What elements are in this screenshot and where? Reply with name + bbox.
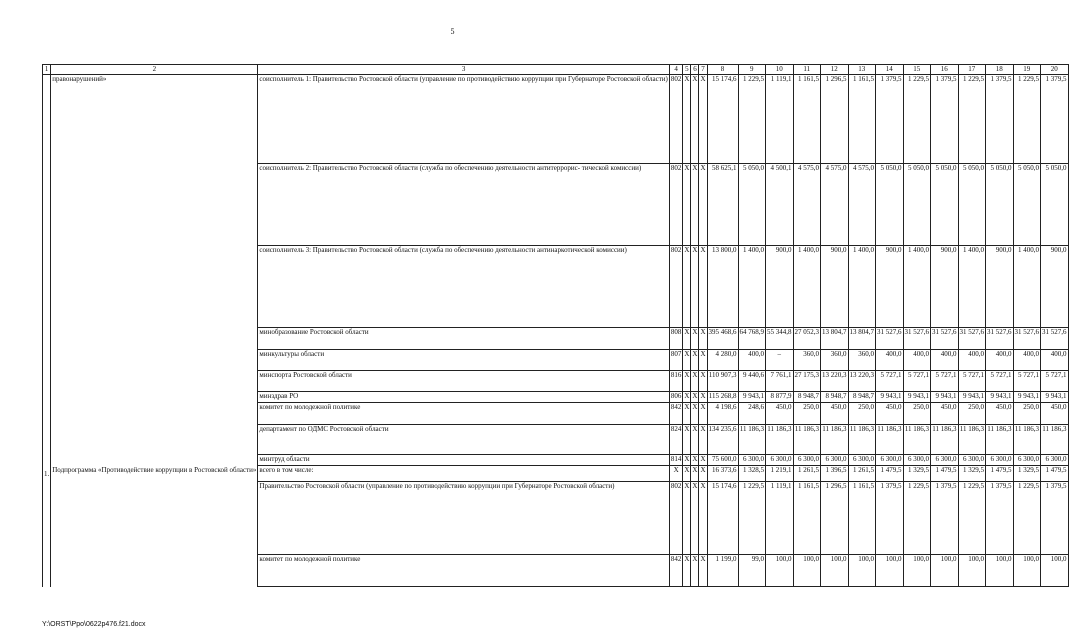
amount-cell: 6 300,0 [793,455,821,466]
row-number-cell [43,75,51,164]
amount-cell: 100,0 [958,555,986,587]
amount-cell: 1 329,5 [903,466,931,482]
row-number-cell [43,328,51,350]
amount-cell: 5 727,1 [1013,371,1041,392]
csr-cell: X [691,555,699,587]
amount-cell: 1 379,5 [986,482,1014,555]
page-number: 5 [450,27,455,36]
amount-cell: 5 727,1 [986,371,1014,392]
executor-cell: всего в том числе: [258,466,669,482]
column-header: 4 [669,65,683,75]
column-header: 2 [51,65,258,75]
table-row [43,466,1069,482]
grbs-code-cell: 802 [669,246,683,328]
executor-cell: минкультуры области [258,350,669,371]
amount-cell: 6 300,0 [1013,455,1041,466]
amount-cell: 1 229,5 [738,482,766,555]
rzpr-cell: X [683,75,691,164]
csr-cell: X [691,164,699,246]
amount-cell: 1 119,1 [766,75,794,164]
amount-cell: 11 186,3 [821,425,849,455]
amount-cell: 1 229,5 [1013,75,1041,164]
executor-cell: комитет по молодежной политике [258,555,669,587]
header-row [43,65,1069,75]
amount-cell: 11 186,3 [876,425,904,455]
column-header: 6 [691,65,699,75]
column-header: 7 [699,65,707,75]
rzpr-cell: X [683,482,691,555]
amount-cell: 11 186,3 [1013,425,1041,455]
amount-cell: 1 229,5 [903,75,931,164]
amount-cell: 1 400,0 [848,246,876,328]
column-header: 10 [766,65,794,75]
amount-cell: 15 174,6 [707,75,738,164]
amount-cell: 6 300,0 [766,455,794,466]
amount-cell: 1 161,5 [793,75,821,164]
vr-cell: X [699,75,707,164]
amount-cell: 4 575,0 [793,164,821,246]
amount-cell: 4 575,0 [821,164,849,246]
rzpr-cell: X [683,392,691,403]
table-row [43,425,1069,455]
amount-cell: 400,0 [1041,350,1069,371]
table-row [43,75,1069,164]
amount-cell: 31 527,6 [1013,328,1041,350]
amount-cell: 250,0 [793,403,821,425]
amount-cell: 250,0 [1013,403,1041,425]
column-header: 18 [986,65,1014,75]
amount-cell: 5 050,0 [986,164,1014,246]
amount-cell: 400,0 [931,350,959,371]
column-header: 17 [958,65,986,75]
amount-cell: 6 300,0 [958,455,986,466]
amount-cell: 110 907,3 [707,371,738,392]
amount-cell: 100,0 [876,555,904,587]
budget-table [42,64,1069,587]
amount-cell: 100,0 [903,555,931,587]
amount-cell: 8 877,9 [766,392,794,403]
amount-cell: 9 943,1 [903,392,931,403]
rzpr-cell: X [683,466,691,482]
amount-cell: 64 768,9 [738,328,766,350]
vr-cell: X [699,350,707,371]
csr-cell: X [691,403,699,425]
amount-cell: 900,0 [821,246,849,328]
rzpr-cell: X [683,403,691,425]
amount-cell: 1 119,1 [766,482,794,555]
amount-cell: 395 468,6 [707,328,738,350]
row-number-cell [43,350,51,371]
amount-cell: 13 220,3 [848,371,876,392]
amount-cell: 100,0 [766,555,794,587]
amount-cell: 250,0 [958,403,986,425]
amount-cell: 4 198,6 [707,403,738,425]
amount-cell: 5 727,1 [903,371,931,392]
table-row [43,371,1069,392]
program-cell [51,392,258,403]
program-cell [51,425,258,455]
amount-cell: 11 186,3 [793,425,821,455]
amount-cell: 400,0 [903,350,931,371]
amount-cell: 11 186,3 [931,425,959,455]
grbs-code-cell: 816 [669,371,683,392]
amount-cell: 360,0 [821,350,849,371]
amount-cell: 31 527,6 [903,328,931,350]
grbs-code-cell: 814 [669,455,683,466]
vr-cell: X [699,371,707,392]
amount-cell: 13 220,3 [821,371,849,392]
amount-cell: 6 300,0 [986,455,1014,466]
amount-cell: 5 050,0 [876,164,904,246]
row-number-cell [43,425,51,455]
amount-cell: 9 440,6 [738,371,766,392]
table-row [43,350,1069,371]
amount-cell: 13 800,0 [707,246,738,328]
row-number-cell [43,482,51,555]
program-cell [51,350,258,371]
program-cell [51,164,258,246]
vr-cell: X [699,246,707,328]
amount-cell: 4 575,0 [848,164,876,246]
amount-cell: 31 527,6 [1041,328,1069,350]
amount-cell: 100,0 [1013,555,1041,587]
rzpr-cell: X [683,350,691,371]
amount-cell: 11 186,3 [738,425,766,455]
amount-cell: 1 379,5 [876,482,904,555]
csr-cell: X [691,392,699,403]
amount-cell: 5 050,0 [931,164,959,246]
amount-cell: 400,0 [876,350,904,371]
grbs-code-cell: 842 [669,403,683,425]
column-header: 13 [848,65,876,75]
amount-cell: 4 500,1 [766,164,794,246]
amount-cell: 11 186,3 [1041,425,1069,455]
executor-cell: соисполнитель 3: Правительство Ростовской области (служба по обеспечению деятельности антинаркотической комиссии) [258,246,669,328]
executor-cell: департамент по ОДМС Ростовской области [258,425,669,455]
amount-cell: 1 296,5 [821,482,849,555]
grbs-code-cell: 802 [669,482,683,555]
amount-cell: 9 943,1 [958,392,986,403]
csr-cell: X [691,246,699,328]
vr-cell: X [699,392,707,403]
amount-cell: 1 379,5 [1041,75,1069,164]
vr-cell: X [699,455,707,466]
program-cell [51,328,258,350]
amount-cell: 4 280,0 [707,350,738,371]
grbs-code-cell: 806 [669,392,683,403]
amount-cell: 5 050,0 [1041,164,1069,246]
rzpr-cell: X [683,328,691,350]
executor-cell: минобразование Ростовской области [258,328,669,350]
amount-cell: 1 261,5 [848,466,876,482]
executor-cell: минтруд области [258,455,669,466]
amount-cell: 11 186,3 [958,425,986,455]
amount-cell: 11 186,3 [903,425,931,455]
column-header: 20 [1041,65,1069,75]
amount-cell: 1 296,5 [821,75,849,164]
amount-cell: 1 379,5 [931,482,959,555]
grbs-code-cell: 808 [669,328,683,350]
executor-cell: комитет по молодежной политике [258,403,669,425]
file-path-footer: Y:\ORST\Ppo\0622p476.f21.docx [42,621,146,628]
program-cell: правонарушений» [51,75,258,164]
amount-cell: 27 052,3 [793,328,821,350]
table-row [43,328,1069,350]
csr-cell: X [691,482,699,555]
rzpr-cell: X [683,425,691,455]
amount-cell: 8 948,7 [793,392,821,403]
amount-cell: 1 229,5 [738,75,766,164]
amount-cell: 5 050,0 [958,164,986,246]
amount-cell: 1 479,5 [931,466,959,482]
column-header: 3 [258,65,669,75]
amount-cell: 31 527,6 [876,328,904,350]
amount-cell: 400,0 [1013,350,1041,371]
amount-cell: 55 344,8 [766,328,794,350]
amount-cell: 1 229,5 [958,75,986,164]
vr-cell: X [699,425,707,455]
amount-cell: 5 050,0 [903,164,931,246]
csr-cell: X [691,466,699,482]
amount-cell: 6 300,0 [903,455,931,466]
amount-cell: 1 328,5 [738,466,766,482]
amount-cell: 9 943,1 [738,392,766,403]
csr-cell: X [691,425,699,455]
amount-cell: 13 804,7 [848,328,876,350]
column-header: 12 [821,65,849,75]
amount-cell: 1 329,5 [1013,466,1041,482]
row-number-cell [43,246,51,328]
amount-cell: 1 400,0 [1013,246,1041,328]
row-number-cell [43,455,51,466]
csr-cell: X [691,371,699,392]
amount-cell: 1 379,5 [931,75,959,164]
amount-cell: 134 235,6 [707,425,738,455]
grbs-code-cell: 802 [669,75,683,164]
amount-cell: 31 527,6 [958,328,986,350]
amount-cell: 1 161,5 [793,482,821,555]
program-cell [51,371,258,392]
program-cell [51,403,258,425]
amount-cell: 450,0 [986,403,1014,425]
amount-cell: 11 186,3 [766,425,794,455]
amount-cell: 248,6 [738,403,766,425]
row-number-cell [43,371,51,392]
amount-cell: 450,0 [821,403,849,425]
amount-cell: 900,0 [986,246,1014,328]
amount-cell: 1 479,5 [876,466,904,482]
column-header: 1 [43,65,51,75]
column-header: 19 [1013,65,1041,75]
amount-cell: 1 329,5 [958,466,986,482]
amount-cell: 1 161,5 [848,75,876,164]
amount-cell: 100,0 [821,555,849,587]
amount-cell: 1 199,0 [707,555,738,587]
table-row [43,392,1069,403]
amount-cell: 27 175,3 [793,371,821,392]
amount-cell: 360,0 [848,350,876,371]
amount-cell: 900,0 [876,246,904,328]
amount-cell: 250,0 [903,403,931,425]
vr-cell: X [699,466,707,482]
column-header: 15 [903,65,931,75]
grbs-code-cell: X [669,466,683,482]
grbs-code-cell: 842 [669,555,683,587]
row-number-cell [43,555,51,587]
amount-cell: 900,0 [766,246,794,328]
table-row [43,455,1069,466]
amount-cell: 400,0 [738,350,766,371]
amount-cell: 16 373,6 [707,466,738,482]
executor-cell: минздрав РО [258,392,669,403]
amount-cell: 1 161,5 [848,482,876,555]
amount-cell: 1 261,5 [793,466,821,482]
amount-cell: 5 050,0 [1013,164,1041,246]
program-cell [51,246,258,328]
amount-cell: 15 174,6 [707,482,738,555]
executor-cell: минспорта Ростовской области [258,371,669,392]
amount-cell: 1 229,5 [903,482,931,555]
column-header: 9 [738,65,766,75]
rzpr-cell: X [683,455,691,466]
amount-cell: 100,0 [931,555,959,587]
amount-cell: 1 379,5 [876,75,904,164]
amount-cell: 6 300,0 [931,455,959,466]
rzpr-cell: X [683,555,691,587]
column-header: 8 [707,65,738,75]
csr-cell: X [691,328,699,350]
amount-cell: 6 300,0 [738,455,766,466]
grbs-code-cell: 824 [669,425,683,455]
amount-cell: 450,0 [931,403,959,425]
amount-cell: 9 943,1 [1041,392,1069,403]
amount-cell: 58 625,1 [707,164,738,246]
column-header: 5 [683,65,691,75]
table-row [43,403,1069,425]
rzpr-cell: X [683,164,691,246]
csr-cell: X [691,350,699,371]
amount-cell: 1 396,5 [821,466,849,482]
column-header: 14 [876,65,904,75]
amount-cell: 1 400,0 [793,246,821,328]
amount-cell: 5 050,0 [738,164,766,246]
amount-cell: 100,0 [848,555,876,587]
amount-cell: 13 804,7 [821,328,849,350]
executor-cell: Правительство Ростовской области (управление по противодействию коррупции при Губернаторе Ростовской области) [258,482,669,555]
grbs-code-cell: 807 [669,350,683,371]
executor-cell: соисполнитель 2: Правительство Ростовской области (служба по обеспечению деятельности антитеррорис- тической комиссии) [258,164,669,246]
program-cell [51,455,258,466]
amount-cell: 900,0 [931,246,959,328]
csr-cell: X [691,455,699,466]
amount-cell: 450,0 [876,403,904,425]
amount-cell: 5 727,1 [958,371,986,392]
amount-cell: – [766,350,794,371]
row-number-cell: 1. [43,466,51,482]
amount-cell: 100,0 [986,555,1014,587]
amount-cell: 11 186,3 [848,425,876,455]
vr-cell: X [699,403,707,425]
rzpr-cell: X [683,371,691,392]
row-number-cell [43,403,51,425]
table-row [43,164,1069,246]
vr-cell: X [699,482,707,555]
amount-cell: 1 479,5 [986,466,1014,482]
amount-cell: 1 400,0 [903,246,931,328]
amount-cell: 1 229,5 [958,482,986,555]
executor-cell: соисполнитель 1: Правительство Ростовской области (управление по противодействию коррупции при Губернаторе Ростовской области) [258,75,669,164]
amount-cell: 360,0 [793,350,821,371]
csr-cell: X [691,75,699,164]
amount-cell: 100,0 [793,555,821,587]
amount-cell: 1 219,1 [766,466,794,482]
column-header: 16 [931,65,959,75]
amount-cell: 6 300,0 [876,455,904,466]
amount-cell: 5 727,1 [931,371,959,392]
amount-cell: 900,0 [1041,246,1069,328]
amount-cell: 9 943,1 [1013,392,1041,403]
amount-cell: 99,0 [738,555,766,587]
amount-cell: 31 527,6 [986,328,1014,350]
amount-cell: 9 943,1 [876,392,904,403]
amount-cell: 5 727,1 [1041,371,1069,392]
amount-cell: 1 379,5 [1041,482,1069,555]
amount-cell: 1 400,0 [958,246,986,328]
amount-cell: 6 300,0 [1041,455,1069,466]
grbs-code-cell: 802 [669,164,683,246]
amount-cell: 400,0 [958,350,986,371]
amount-cell: 5 727,1 [876,371,904,392]
amount-cell: 400,0 [986,350,1014,371]
amount-cell: 31 527,6 [931,328,959,350]
amount-cell: 6 300,0 [848,455,876,466]
amount-cell: 7 761,1 [766,371,794,392]
row-number-cell [43,164,51,246]
amount-cell: 1 379,5 [986,75,1014,164]
rzpr-cell: X [683,246,691,328]
amount-cell: 8 948,7 [848,392,876,403]
amount-cell: 9 943,1 [931,392,959,403]
amount-cell: 450,0 [766,403,794,425]
amount-cell: 6 300,0 [821,455,849,466]
amount-cell: 115 268,8 [707,392,738,403]
amount-cell: 100,0 [1041,555,1069,587]
amount-cell: 9 943,1 [986,392,1014,403]
row-number-cell [43,392,51,403]
amount-cell: 11 186,3 [986,425,1014,455]
column-header: 11 [793,65,821,75]
program-cell: Подпрограмма «Противодействие коррупции в Ростовской области» [51,466,258,587]
vr-cell: X [699,328,707,350]
amount-cell: 75 600,0 [707,455,738,466]
amount-cell: 8 948,7 [821,392,849,403]
amount-cell: 1 479,5 [1041,466,1069,482]
amount-cell: 1 400,0 [738,246,766,328]
vr-cell: X [699,164,707,246]
amount-cell: 1 229,5 [1013,482,1041,555]
amount-cell: 450,0 [1041,403,1069,425]
amount-cell: 250,0 [848,403,876,425]
table-row [43,246,1069,328]
vr-cell: X [699,555,707,587]
